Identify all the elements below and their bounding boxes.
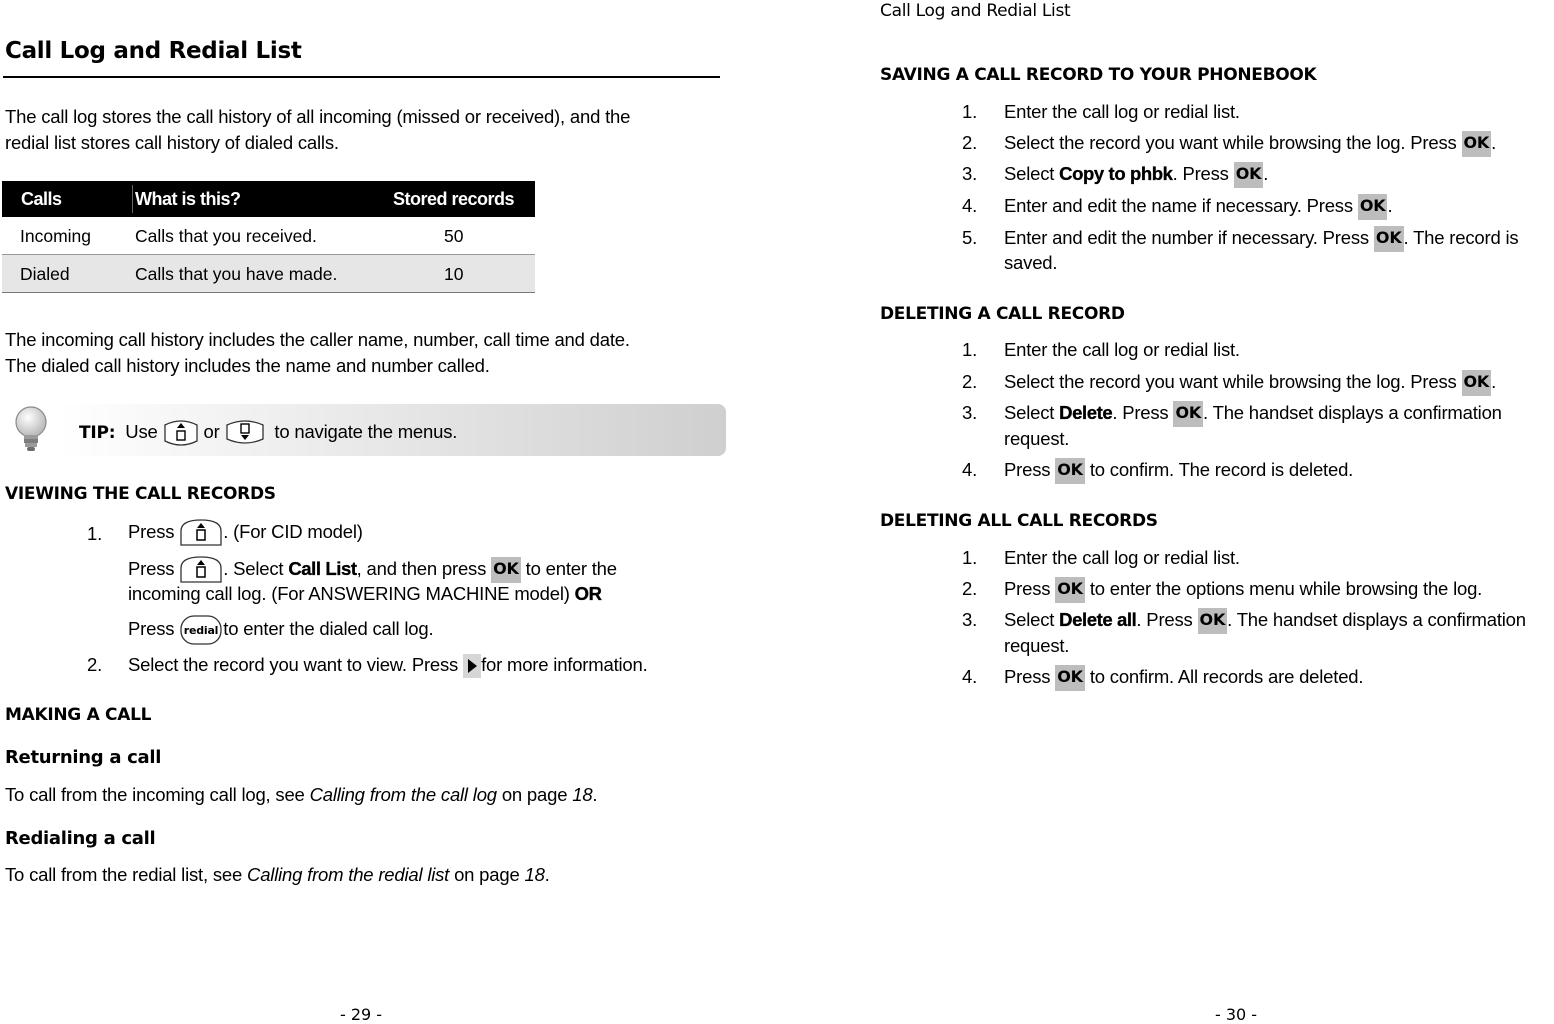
table-header [2,181,535,217]
section-heading-saving: SAVING A CALL RECORD TO YOUR PHONEBOOK [880,65,1317,85]
subheading-returning: Returning a call [5,747,162,768]
para-text: on page [496,784,573,805]
tip-text [79,419,457,447]
step-text: Select the record you want while browsing the log. Press [1004,132,1457,153]
step-text: . Press [1136,609,1193,630]
step-text: Press [1004,666,1051,687]
step-number: 4. [962,195,978,216]
title-divider [3,76,720,78]
ok-key: OK [1198,608,1228,634]
ok-key: OK [1462,131,1492,157]
talk-key-icon [179,517,223,549]
step-text: . [1491,132,1497,153]
call-types-table [2,181,535,293]
svg-text:redial: redial [183,624,219,637]
saving-step-1 [1004,99,1240,125]
table-cell: Dialed [20,264,70,284]
intro-paragraph [5,104,630,156]
deleting-step-4 [1004,457,1353,484]
step-text: Select [1004,163,1055,184]
section-heading-making: MAKING A CALL [5,705,152,725]
running-header: Call Log and Redial List [880,1,1071,21]
step-text: . The handset displays a confirmation [1227,609,1526,630]
step-text: Select the record you want while browsing the log. Press [1004,371,1457,392]
history-line: The dialed call history includes the name and number called. [5,355,490,376]
step-text: incoming call log. (For ANSWERING MACHINE model) [128,583,570,604]
ok-key: OK [1234,162,1264,188]
menu-label: Copy to phbk [1059,163,1173,184]
saving-step-3 [1004,161,1268,188]
step-number: 2. [962,578,978,599]
deleting-step-3 [1004,400,1502,427]
intro-line: redial list stores call history of dialed calls. [5,132,339,153]
tip-text-or: or [203,421,220,442]
step-text: for more information. [481,654,648,675]
deleting-step-2 [1004,369,1496,396]
table-header-cell: Stored records [393,189,515,209]
cross-reference: Calling from the call log [309,784,497,805]
menu-label: Call List [288,557,357,579]
tip-text-post: to navigate the menus. [274,421,458,442]
ok-key: OK [1358,194,1388,220]
step-text: . [1387,195,1393,216]
deleting-all-step-4 [1004,664,1363,691]
history-line: The incoming call history includes the caller name, number, call time and date. [5,329,630,350]
deleting-all-step-3 [1004,607,1526,634]
step-text: , and then press [356,557,487,579]
step-text: Press [128,617,175,639]
redial-key-icon [179,614,223,646]
para-text: . [592,784,598,805]
step-number: 3. [962,402,978,423]
page-number: - 29 - [340,1005,383,1024]
step-number: 4. [962,459,978,480]
viewing-step-1a [128,517,363,549]
table-cell: Calls that you received. [135,226,317,246]
ok-key: OK [1055,665,1085,691]
step-number: 1. [962,547,978,568]
step-text: Enter and edit the name if necessary. Press [1004,195,1353,216]
step-text: Press [1004,459,1051,480]
returning-paragraph [5,782,597,808]
step-text: Enter and edit the number if necessary. Press [1004,227,1369,248]
cross-reference: Calling from the redial list [247,864,450,885]
step-text: to confirm. All records are deleted. [1089,666,1364,687]
step-text: . Select [223,557,284,579]
table-row [2,217,535,254]
right-arrow-key-icon [463,654,481,678]
step-text: . Press [1172,163,1229,184]
step-number: 2. [962,371,978,392]
section-heading-viewing: VIEWING THE CALL RECORDS [5,484,276,504]
step-text: . [1491,371,1497,392]
table-row [2,254,535,293]
step-number: 2. [962,132,978,153]
step-text: to enter the [525,557,617,579]
step-number: 3. [962,163,978,184]
step-number: 4. [962,666,978,687]
tip-text-pre: Use [125,421,158,442]
ok-key: OK [491,557,521,583]
step-text: . Press [1112,402,1169,423]
step-number: 3. [962,609,978,630]
deleting-step-1: Enter the call log or redial list. [1004,339,1240,360]
deleting-all-step-1: Enter the call log or redial list. [1004,547,1240,568]
step-number: 5. [962,227,978,248]
step-number: 1. [87,523,103,544]
page-title: Call Log and Redial List [5,38,302,64]
table-cell: Calls that you have made. [135,264,338,284]
deleting-step-3-line2: request. [1004,428,1070,449]
step-text: Select [1004,402,1055,423]
step-number: 1. [962,101,978,122]
nav-up-key-icon [163,419,199,447]
table-cell: Incoming [20,226,92,246]
viewing-step-1b-line2 [128,581,602,607]
section-heading-deleting: DELETING A CALL RECORD [880,304,1125,324]
ok-key: OK [1462,370,1492,396]
step-text: . The handset displays a confirmation [1203,402,1502,423]
header-separator [132,185,133,213]
para-text: on page [449,864,525,885]
table-header-cell: What is this? [135,189,241,209]
step-text: to confirm. The record is deleted. [1089,459,1354,480]
para-text: . [544,864,550,885]
intro-line: The call log stores the call history of all incoming (missed or received), and the [5,106,631,127]
saving-step-5-line2: saved. [1004,252,1058,273]
step-text: Press [1004,578,1051,599]
step-text: . The record is [1403,227,1519,248]
step-text: Select [1004,609,1055,630]
step-text: . (For CID model) [223,520,363,542]
page-reference: 18 [524,864,545,885]
table-cell: 50 [444,226,464,246]
step-text: . [1263,163,1269,184]
viewing-step-1c [128,614,433,646]
step-text: Press [128,557,175,579]
menu-label: Delete [1059,402,1113,423]
table-cell: 10 [444,264,464,284]
lightbulb-icon [14,405,48,453]
ok-key: OK [1055,577,1085,603]
deleting-all-step-3-line2: request. [1004,635,1070,656]
menu-label: Delete all [1059,609,1137,630]
ok-key: OK [1055,458,1085,484]
step-number: 2. [87,654,103,675]
step-text: Select the record you want to view. Press [128,654,459,675]
section-heading-deleting-all: DELETING ALL CALL RECORDS [880,511,1158,531]
or-label: OR [574,583,602,604]
step-number: 1. [962,339,978,360]
step-text: to enter the options menu while browsing the log. [1089,578,1483,599]
ok-key: OK [1374,226,1404,252]
table-header-cell: Calls [21,189,62,209]
page-number: - 30 - [1215,1005,1258,1024]
ok-key: OK [1173,401,1203,427]
subheading-redialing: Redialing a call [5,828,156,849]
step-text: to enter the dialed call log. [223,617,434,639]
deleting-all-step-2 [1004,576,1482,603]
viewing-step-2 [128,652,648,678]
step-text: Enter the call log or redial list. [1004,101,1240,122]
history-paragraph [5,327,630,379]
step-text: Press [128,520,175,542]
saving-step-2 [1004,130,1496,157]
nav-down-key-icon [225,419,265,447]
page-reference: 18 [572,784,593,805]
redialing-paragraph [5,862,550,888]
saving-step-5 [1004,225,1518,252]
tip-label: TIP: [79,423,116,443]
para-text: To call from the redial list, see [5,864,248,885]
saving-step-4 [1004,193,1392,220]
para-text: To call from the incoming call log, see [5,784,310,805]
